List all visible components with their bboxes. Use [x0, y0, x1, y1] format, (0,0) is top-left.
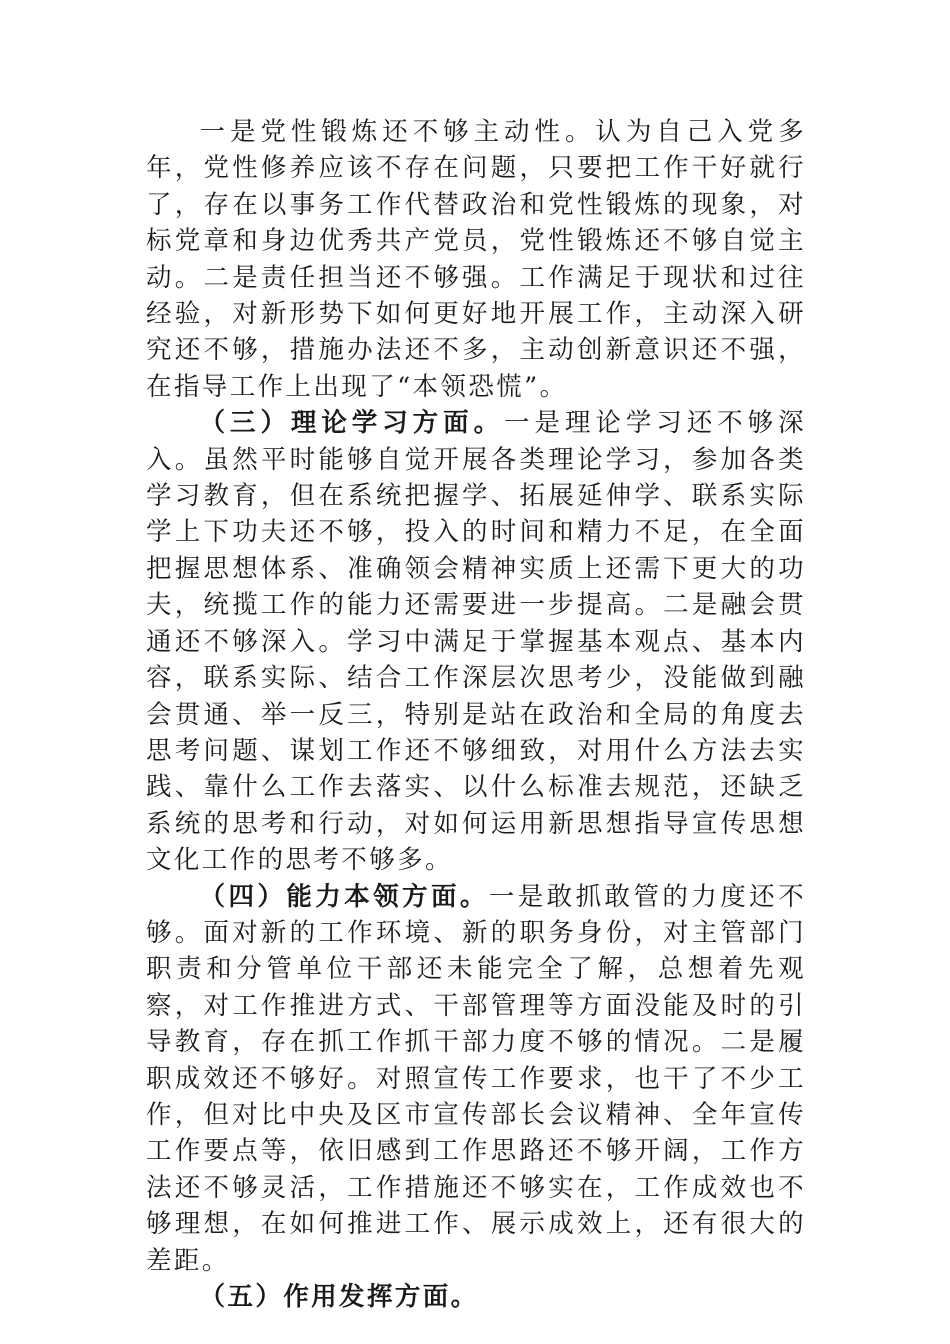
- paragraph-body: 一是敢抓敢管的力度还不够。面对新的工作环境、新的职务身份，对主管部门职责和分管单位干部还未能完全了解，总想着先观察，对工作推进方式、干部管理等方面没能及时的引导教育，存在抓工作抓干部力度不够的情况。二是履职成效还不够好。对照宣传工作要求，也干了不少工作，但对比中央及区市宣传部长会议精神、全年宣传工作要点等，依旧感到工作思路还不够开阔，工作方法还不够灵活，工作措施还不够实在，工作成效也不够理想，在如何推进工作、展示成效上，还有很大的差距。: [146, 881, 806, 1276]
- section-heading-ability: （四）能力本领方面。: [199, 881, 489, 912]
- paragraph-body: 一是党性锻炼还不够主动性。认为自己入党多年，党性修养应该不存在问题，只要把工作干好就行了，存在以事务工作代替政治和党性锻炼的现象，对标党章和身边优秀共产党员，党性锻炼还不够自觉主动。二是责任担当还不够强。工作满足于现状和过往经验，对新形势下如何更好地开展工作，主动深入研究还不够，措施办法还不多，主动创新意识还不强，在指导工作上出现了“本领恐慌”。: [146, 117, 806, 402]
- paragraph-theory-study: [146, 405, 806, 878]
- section-heading-role: （五）作用发挥方面。: [199, 1282, 479, 1312]
- document-page: [146, 114, 806, 1315]
- paragraph-role: [146, 1279, 806, 1315]
- section-heading-theory-study: （三）理论学习方面。: [199, 408, 505, 439]
- paragraph-ability: [146, 879, 806, 1279]
- paragraph-body: 一是理论学习还不够深入。虽然平时能够自觉开展各类理论学习，参加各类学习教育，但在系统把握学、拓展延伸学、联系实际学上下功夫还不够，投入的时间和精力不足，在全面把握思想体系、准确领会精神实质上还需下更大的功夫，统揽工作的能力还需要进一步提高。二是融会贯通还不够深入。学习中满足于掌握基本观点、基本内容，联系实际、结合工作深层次思考少，没能做到融会贯通、举一反三，特别是站在政治和全局的角度去思考问题、谋划工作还不够细致，对用什么方法去实践、靠什么工作去落实、以什么标准去规范，还缺乏系统的思考和行动，对如何运用新思想指导宣传思想文化工作的思考不够多。: [146, 408, 806, 876]
- paragraph-party-spirit: [146, 114, 806, 405]
